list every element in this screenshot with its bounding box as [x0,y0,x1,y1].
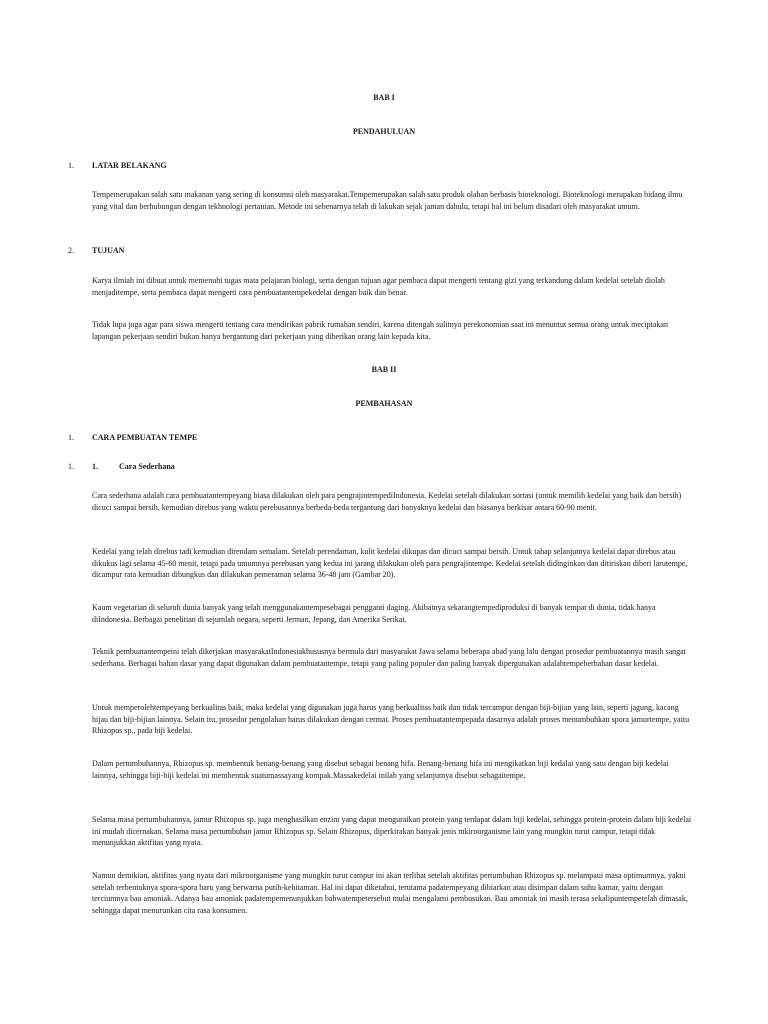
paragraph-sederhana-5: Untuk memperolehtempeyang berkualitas baik, maka kedelai yang digunakan juga harus yang berkualitas baik dan tidak tercampur dengan biji-bijian yang lain, seperti jagung, kacang hijau dan biji-bijian lainnya. Selain itu, prosedur pengolahan harus dilakukan dengan cermat. Proses pembuatantempepada dasarnya adalah proses menumbuhkan spora jamurtempe, yaitu Rhizopus sp., pada biji kedelai. [92,703,690,736]
section-title: LATAR BELAKANG [92,161,167,170]
paragraph-sederhana-3: Kaum vegetarian di seluruh dunia banyak yang telah menggunakantempesebagai pengganti daging. Akibatnya sekarangtempediproduksi di banyak tempat di dunia, tidak hanya diIndonesia. Berbagai penelitian di sejumlah negara, seperti Jerman, Jepang, dan Amerika Serikat. [92,603,656,624]
chapter-subtitle-pendahuluan: PENDAHULUAN [352,127,416,136]
paragraph-sederhana-6: Dalam pertumbuhannya, Rhizopus sp. membentuk benang-benang yang disebut sebagai benang hifa. Benang-benang hifa ini mengikatkan biji kedalai yang satu dengan biji kedelai lainnya, sehingga biji-biji kedelai ini membentuk suatumassayang kompak.Massakedelai inilah yang selanjutnya disebut sebagaitempe. [92,759,669,780]
paragraph-latar-1: Tempemerupakan salah satu makanan yang sering di konsumsi oleh masyarakat.Tempemerupakan salah satu produk olahan berbasis bioteknologi. Bioteknologi merupakan bidang ilmu yang vital dan berhubungan dengan tekhnologi pertanian. Metode ini sebenarnya telah di lakukan sejak jaman dahulu, tetapi hal ini belum disadari oleh masyarakat umum. [92,190,683,211]
section-number: 2. [68,246,74,255]
subsection-title: Cara Sederhana [119,462,175,471]
chapter-subtitle-pembahasan: PEMBAHASAN [355,399,413,408]
chapter-title-bab-1: BAB I [373,93,395,102]
subsection-number: 1. [92,462,98,471]
section-title: TUJUAN [92,246,125,255]
section-heading-latar-belakang [68,160,167,172]
paragraph-tujuan-2: Tidak lupa juga agar para siswa mengerti tentang cara mendirikan pabrik rumahan sendiri, karena ditengah sulitnya perekonomian saat ini menuntut semua orang untuk meciptakan lapangan pekerjaan sendiri bukan hanya bergantung dari pekerjaan yang diberikan orang lain kepada kita. [92,320,668,341]
section-number: 1. [68,161,74,170]
section-heading-tujuan [68,245,124,257]
paragraph-sederhana-4: Teknik pembuatantempeini telah dikerjakan masyarakatIndonesiakhususnya bermula dari masyarakat Jawa selama beberapa abad yang lalu dengan prosedur pembuatannya masih sangat sederhana. Berbagai bahan dasar yang dapat digunakan dalam pembuatantempe, tetapi yang paling populer dan paling banyak dipergunakan adalahtempeberbahan dasar kedelai. [92,647,686,668]
paragraph-sederhana-8: Namun demikian, aktifitas yang nyata dari mikroorganisme yang mungkin turut campur ini akan terlihat setelah aktifitas pertumbuhan Rhizopus sp. melampaui masa optimumnya, yakni setelah terbentuknya spora-spora baru yang berwarna putih-kehitaman. Hal ini dapat diketahui, terutama padatempeyang dibiarkan atau disimpan dalam suhu kamar, yaitu dengan terciumnya bau amoniak. Adanya bau amoniak padatempemenunjukkan bahwatempetersebut mulai mengalami pembusukan. Bau amoniak ini masih terasa sekalipuntempetelah dimasak, sehingga dapat menurunkan cita rasa konsumen. [92,871,688,915]
paragraph-tujuan-1: Karya ilmiah ini dibuat untuk memenuhi tugas mata pelajaran biologi, serta dengan tujuan agar pembaca dapat mengerti tentang gizi yang terkandung dalam kedelai setelah diolah menjaditempe, serta pembaca dapat mengerti cara pembuatantempekedelai dengan baik dan benar. [92,276,665,297]
section-number: 1. [68,433,74,442]
paragraph-sederhana-2: Kedelai yang telah direbus tadi kemudian direndam semalam. Setelah perendaman, kulit kedelai dikupas dan dicuci sampai bersih. Untuk tahap selanjutnya kedelai dapat direbus atau dikukus lagi selama 45-60 menit, tetapi pada umumnya perebusan yang kedua ini jarang dilakukan oleh para pengrajintempe. Kedelai setelah didinginkan dan ditiriskan diberi larutempe, dicampur rata kemudian dibungkus dan dilakukan pemeraman selama 36-48 jam (Gambar 20). [92,547,688,580]
section-number: 1. [68,462,74,471]
paragraph-sederhana-1: Cara sederhana adalah cara pembuatantempeyang biasa dilakukan oleh para pengrajintempediIndonesia. Kedelai setelah dilakukan sortasi (untuk memilih kedelai yang baik dan bersih) dicuci sampai bersih, kemudian direbus yang waktu perebusannya berbeda-beda tergantung dari banyaknya kedelai dan biasanya berkisar antara 60-90 menit. [92,491,682,512]
paragraph-sederhana-7: Selama masa pertumbuhannya, jamur Rhizopus sp. juga menghasilkan enzim yang dapat menguraikan protein yang terdapat dalam biji kedelai, sehingga protein-protein dalam biji kedelai ini mudah dicernakan. Selama masa pertumbuhan jamur Rhizopus sp. Selain Rhizopus, diperkirakan banyak jenis mkiroorganisme lain yang mungkin turut campur, tetapi tidak menunjukkan aktifitas yang nyata. [92,815,692,848]
section-title: CARA PEMBUATAN TEMPE [92,433,198,442]
section-heading-cara-pembuatan [68,432,197,444]
subsection-heading-cara-sederhana [68,461,175,473]
chapter-title-bab-2: BAB II [371,365,397,374]
